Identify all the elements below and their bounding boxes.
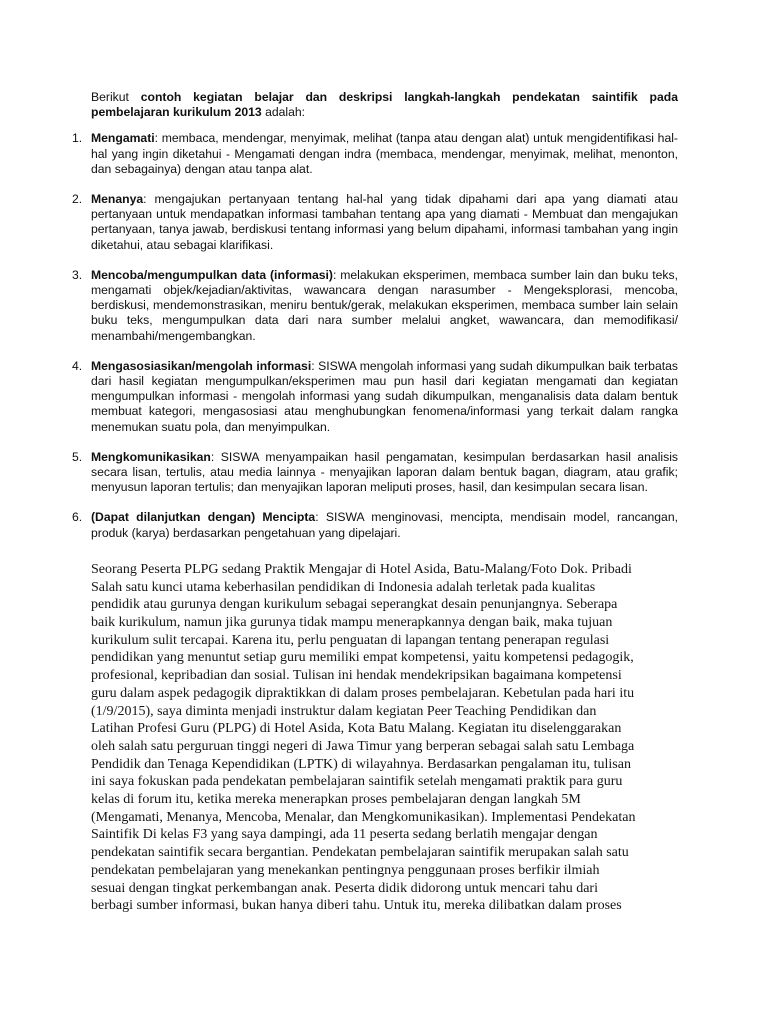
intro-prefix: Berikut (91, 90, 141, 104)
list-number: 1. (72, 131, 83, 146)
prose-line: sesuai dengan tingkat perkembangan anak. Peserta didik didorong untuk mencari tahu dari (91, 880, 598, 896)
list-text (91, 359, 678, 435)
list-item (72, 450, 678, 496)
prose-line: kurikulum sulit tercapai. Karena itu, perlu penguatan di lapangan tentang penerapan regulasi (91, 632, 610, 648)
list-text (91, 131, 678, 177)
prose-line: oleh salah satu perguruan tinggi negeri di Jawa Timur yang berperan sebagai salah satu Lembaga (91, 738, 635, 754)
prose-line: pendekatan pembelajaran yang menekankan pentingnya penggunaan proses berfikir ilmiah (91, 862, 600, 878)
list-text (91, 450, 678, 496)
prose-line: Seorang Peserta PLPG sedang Praktik Mengajar di Hotel Asida, Batu-Malang/Foto Dok. Pribadi (91, 561, 632, 577)
list-number: 2. (72, 192, 83, 207)
list-description: : melakukan eksperimen, membaca sumber lain dan buku teks, mengamati objek/kejadian/aktivitas, wawancara dengan narasumber - Mengeksplorasi, mencoba, berdiskusi, mendemonstrasikan, meniru bentuk/gerak, melakukan eksperimen, membaca sumber lain selain buku teks, mengumpulkan data dari nara sumber melalui angket, wawancara, dan memodifikasi/ menambahi/mengembangkan. (91, 267, 679, 343)
list-text (91, 510, 678, 540)
list-text (91, 268, 678, 344)
intro-paragraph (91, 90, 678, 120)
prose-line: profesional, kepribadian dan sosial. Tulisan ini hendak mendekripsikan bagaimana kompetensi (91, 668, 622, 684)
intro-bold-phrase: contoh kegiatan belajar dan deskripsi langkah-langkah pendekatan saintifik pada pembelajaran kurikulum 2013 (91, 90, 678, 120)
list-term: (Dapat dilanjutkan dengan) Mencipta (91, 510, 316, 525)
list-item (72, 510, 678, 540)
article-paragraph (91, 561, 678, 915)
prose-line: ini saya fokuskan pada pendekatan pembelajaran saintifik setelah mengamati praktik para guru (91, 774, 623, 790)
prose-line: pendekatan saintifik secara bergantian. Pendekatan pembelajaran saintifik merupakan salah satu (91, 845, 629, 861)
prose-line: Salah satu kunci utama keberhasilan pendidikan di Indonesia adalah terletak pada kualitas (91, 579, 596, 595)
list-item (72, 359, 678, 435)
prose-line: Pendidik dan Tenaga Kependidikan (LPTK) di wilayahnya. Berdasarkan pengalaman itu, tulisan (91, 756, 631, 772)
list-term: Mengasosiasikan/mengolah informasi (91, 358, 312, 373)
list-description: : SISWA menginovasi, mencipta, mendisain model, rancangan, produk (karya) berdasarkan pengetahuan yang dipelajari. (91, 510, 679, 540)
prose-line: (Mengamati, Menanya, Mencoba, Menalar, dan Mengkomunikasikan). Implementasi Pendekatan (91, 809, 636, 825)
list-description: : SISWA menyampaikan hasil pengamatan, kesimpulan berdasarkan hasil analisis secara lisan, tertulis, atau media lainnya - menyajikan laporan dalam bentuk bagan, diagram, atau grafik; menyusun laporan tertulis; dan menyajikan laporan meliputi proses, hasil, dan kesimpulan secara lisan. (91, 449, 678, 495)
list-item (72, 131, 678, 177)
list-number: 6. (72, 510, 83, 525)
list-number: 4. (72, 358, 83, 373)
list-item (72, 268, 678, 344)
prose-line: kelas di forum itu, ketika mereka menerapkan proses pembelajaran dengan langkah 5M (91, 792, 581, 808)
prose-line: Saintifik Di kelas F3 yang saya dampingi, ada 11 peserta sedang berlatih mengajar dengan (91, 827, 598, 843)
prose-line: Latihan Profesi Guru (PLPG) di Hotel Asida, Kota Batu Malang. Kegiatan itu diselenggarakan (91, 721, 622, 737)
list-number: 3. (72, 267, 83, 282)
list-term: Menanya (91, 192, 144, 207)
intro-suffix: adalah: (261, 105, 306, 120)
prose-line: guru dalam aspek pedagogik dipraktikkan di dalam proses pembelajaran. Kebetulan pada hari itu (91, 685, 635, 701)
list-term: Mengamati (91, 131, 155, 146)
prose-line: pendidikan yang menuntut setiap guru memiliki empat kompetensi, yaitu kompetensi pedagogik, (91, 650, 634, 666)
prose-line: (1/9/2015), saya diminta menjadi instruktur dalam kegiatan Peer Teaching Pendidikan dan (91, 703, 597, 719)
list-text (91, 192, 678, 253)
list-term: Mencoba/mengumpulkan data (informasi) (91, 267, 333, 282)
list-description: : membaca, mendengar, menyimak, melihat (tanpa atau dengan alat) untuk mengidentifikasi hal-hal yang ingin diketahui - Mengamati dengan indra (membaca, mendengar, menyimak, melihat, menonton, dan sebagainya) dengan atau tanpa alat. (91, 131, 678, 176)
list-term: Mengkomunikasikan (91, 449, 211, 464)
list-description: : mengajukan pertanyaan tentang hal-hal yang tidak dipahami dari apa yang diamati atau pertanyaan untuk mendapatkan informasi tambahan tentang apa yang diamati - Membuat dan mengajukan pertanyaan, tanya jawab, berdiskusi tentang informasi yang belum dipahami, informasi tambahan yang ingin diketahui, atau sebagai klarifikasi. (91, 192, 678, 252)
list-number: 5. (72, 449, 83, 464)
prose-line: baik kurikulum, namun jika gurunya tidak mampu menerapkannya dengan baik, maka tujuan (91, 614, 613, 630)
list-description: : SISWA mengolah informasi yang sudah dikumpulkan baik terbatas dari hasil kegiatan mengumpulkan/eksperimen mau pun hasil dari kegiatan mengamati dan kegiatan mengumpulkan informasi - mengolah informasi yang sudah dikumpulkan, menganalisis data dalam bentuk membuat kategori, mengasosiasi atau menghubungkan fenomena/informasi yang terkait dalam rangka menemukan suatu pola, dan menyimpulkan. (91, 358, 679, 434)
prose-line: berbagi sumber informasi, bukan hanya diberi tahu. Untuk itu, mereka dilibatkan dalam proses (91, 898, 622, 914)
prose-line: pendidik atau gurunya dengan kurikulum sebagai seperangkat desain penunjangnya. Seberapa (91, 597, 618, 613)
list-item (72, 192, 678, 253)
